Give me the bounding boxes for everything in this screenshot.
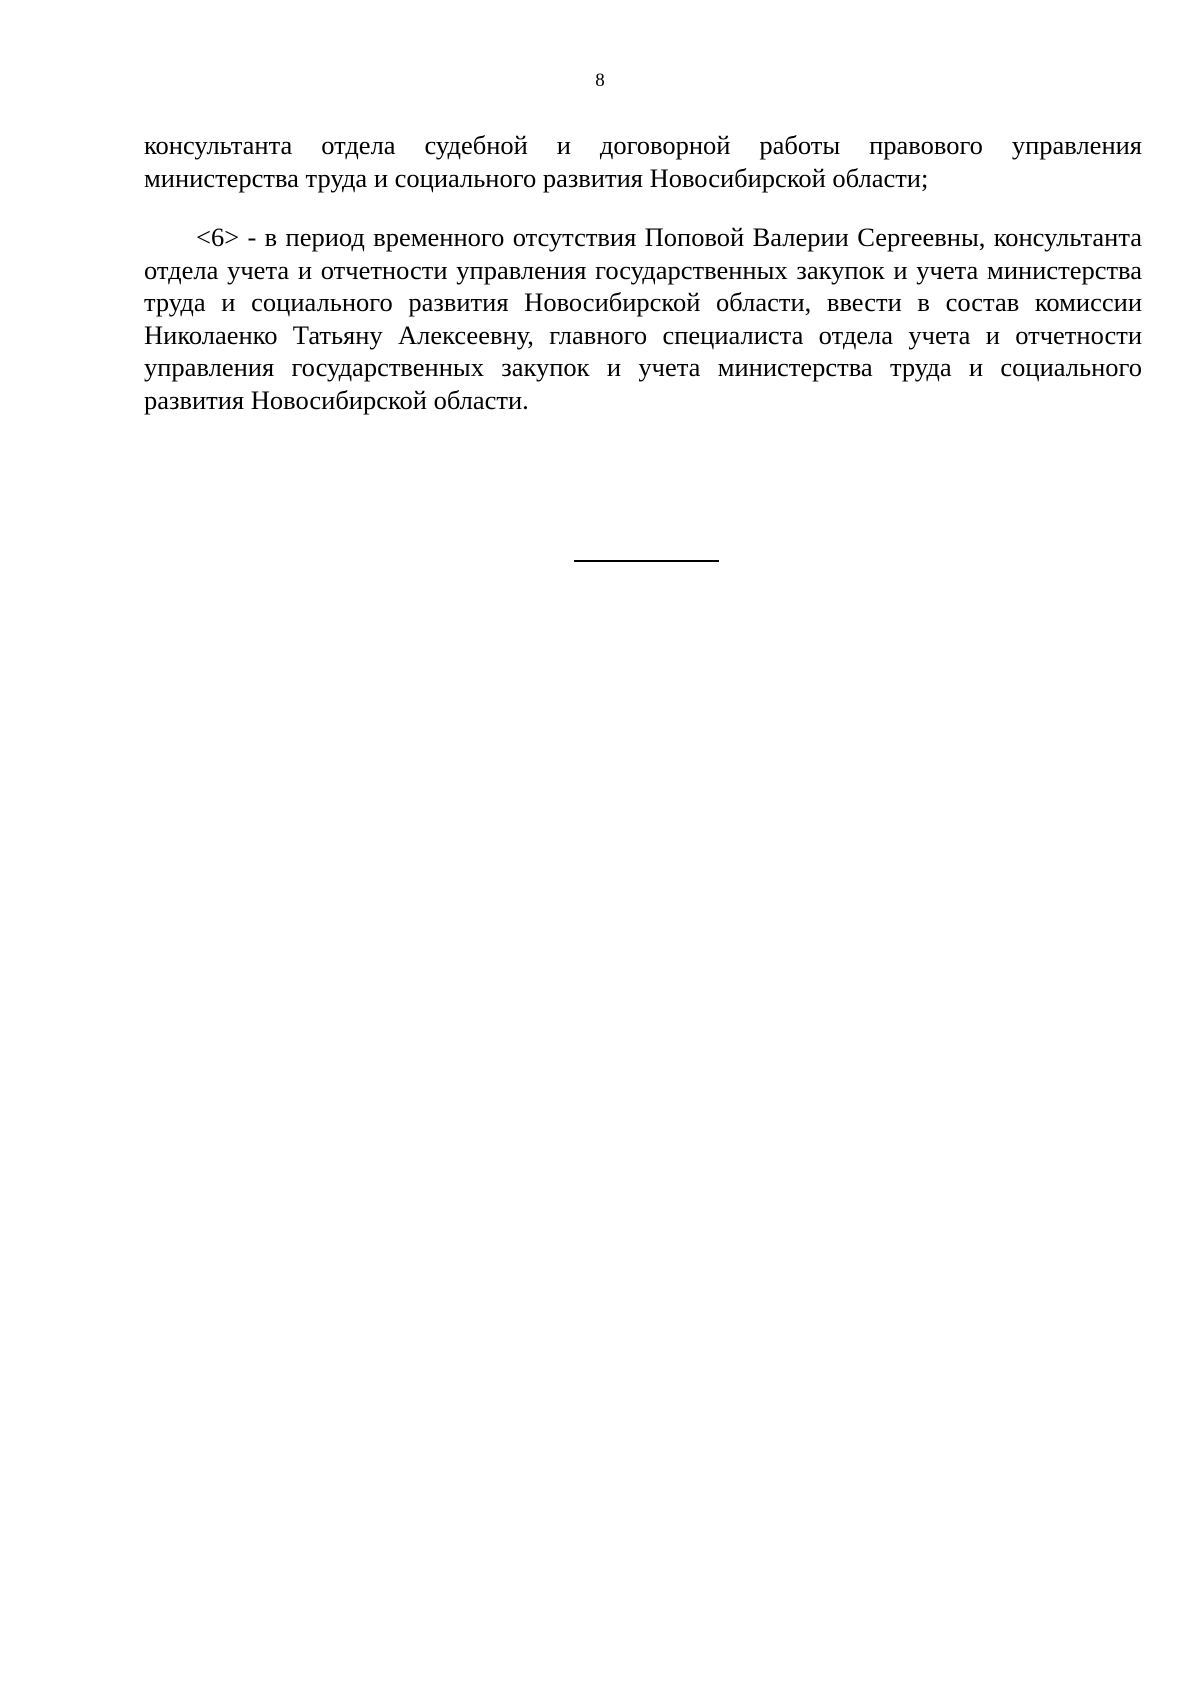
paragraph-footnote-6: <6> - в период временного отсутствия Поповой Валерии Сергеевны, консультанта отдела учета и отчетности управления государственных закупок и учета министерства труда и социального развития Новосибирской области, ввести в состав комиссии Николаенко Татьяну Алексеевну, главного специалиста отдела учета и отчетности управления государственных закупок и учета министерства труда и социального развития Новосибирской области.: [144, 222, 1142, 415]
document-body: [144, 129, 1142, 416]
paragraph-continuation: консультанта отдела судебной и договорной работы правового управления министерства труда и социального развития Новосибирской области;: [144, 130, 1142, 193]
end-of-document-rule: [574, 560, 719, 562]
page-number: 8: [595, 70, 605, 91]
